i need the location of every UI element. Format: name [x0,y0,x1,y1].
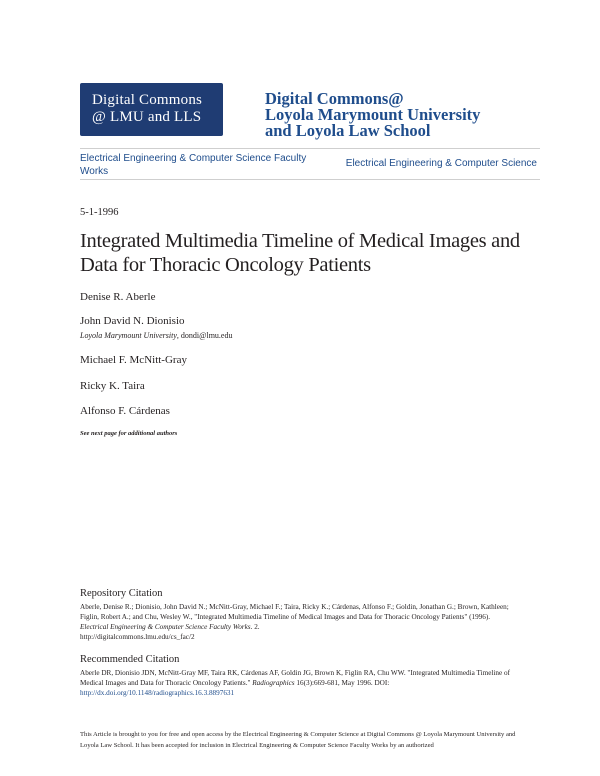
doi-link[interactable]: http://dx.doi.org/10.1148/radiographics.16.3.8897631 [80,689,235,697]
publication-date: 5-1-1996 [80,207,119,218]
recommended-citation-text [80,668,520,698]
author-4: Ricky K. Taira [80,380,145,392]
logo-line-1: Digital Commons [92,92,203,108]
author-2-email[interactable]: , dondi@lmu.edu [176,331,233,340]
digital-commons-logo[interactable] [80,83,223,136]
repository-citation-heading: Repository Citation [80,588,163,599]
author-5: Alfonso F. Cárdenas [80,405,170,417]
repo-name-line-3: and Loyola Law School [265,121,431,140]
recommended-citation-body: Aberle DR, Dionisio JDN, McNitt-Gray MF, Taira RK, Cárdenas AF, Goldin JG, Brown K, Figlin RA, Chu WW. "Integrated Multimedia Timeline of Medical Images and Data for Thoracic Oncology Patients." [80,669,510,687]
author-1: Denise R. Aberle [80,291,156,303]
repository-name-link[interactable] [265,91,565,139]
repository-citation-url[interactable]: http://digitalcommons.lmu.edu/cs_fac/2 [80,633,195,641]
see-next-page-note: See next page for additional authors [80,430,178,437]
access-statement-footer: This Article is brought to you for free and open access by the Electrical Engineering & Computer Science at Digital Commons @ Loyola Marymount University and Loyola Law School. It has been accepted for inclusion in Electrical Engineering & Computer Science Faculty Works by an authorized [80,731,516,749]
collection-link-department[interactable]: Electrical Engineering & Computer Science [345,158,537,169]
recommended-citation-journal: Radiographics [252,679,295,687]
collection-bar [80,148,540,180]
logo-line-2: @ LMU and LLS [92,109,202,125]
author-2: John David N. Dionisio [80,315,185,327]
repo-name-line-2: Loyola Marymount University [265,105,481,124]
article-title: Integrated Multimedia Timeline of Medical Images and Data for Thoracic Oncology Patients [80,230,520,276]
recommended-citation-heading: Recommended Citation [80,654,180,665]
author-2-affiliation [80,331,232,340]
repo-name-line-1: Digital Commons@ [265,89,404,108]
repository-citation-text [80,602,520,642]
repository-citation-body: Aberle, Denise R.; Dionisio, John David N.; McNitt-Gray, Michael F.; Taira, Ricky K.; Cárdenas, Alfonso F.; Goldin, Jonathan G.; Brown, Kathleen; Figlin, Robert A.; and Chu, Wesley W., "Integrated Multimedia Timeline of Medical Images and Data for Thoracic Oncology Patients" (1996). [80,603,509,621]
author-3: Michael F. McNitt-Gray [80,354,187,366]
repository-citation-number: . 2. [250,623,260,631]
recommended-citation-details: 16(3):669-681, May 1996. DOI: [294,679,390,687]
repository-citation-source: Electrical Engineering & Computer Science Faculty Works [80,623,251,631]
author-2-institution: Loyola Marymount University [80,331,177,340]
collection-link-faculty-works[interactable]: Electrical Engineering & Computer Science Faculty Works [80,153,307,177]
